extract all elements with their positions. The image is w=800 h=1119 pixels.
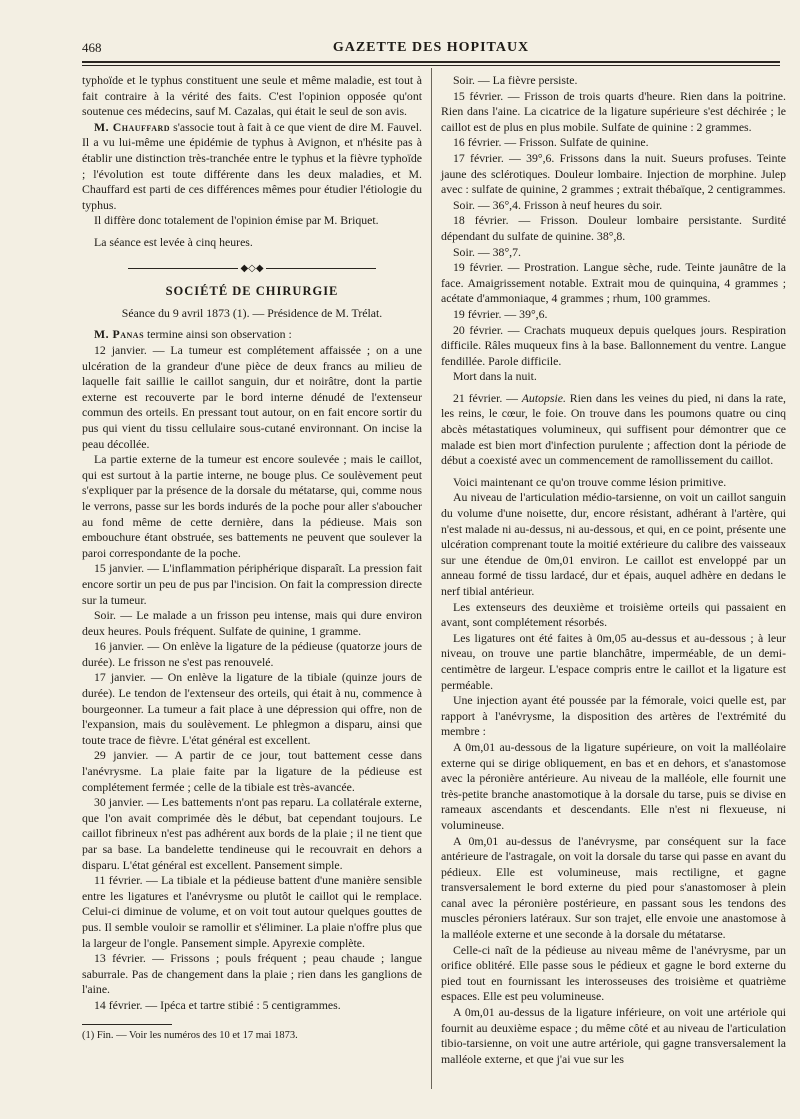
paragraph: 17 février. — 39°,6. Frissons dans la nuit. Sueurs profuses. Teinte jaune des sclérotiques. Douleur lombaire. Injection de morphine. Julep avec : sulfate de quinine, 2 grammes ; extrait thébaïque, 2 centigrammes. bbox=[441, 150, 786, 197]
paragraph: 16 janvier. — On enlève la ligature de la pédieuse (quatorze jours de durée). Le frisson ne s'est pas renouvelé. bbox=[82, 639, 422, 669]
paragraph: 19 février. — 39°,6. bbox=[453, 306, 548, 321]
seance-line: Séance du 9 avril 1873 (1). — Présidence de M. Trélat. bbox=[121, 305, 383, 320]
left-column bbox=[82, 73, 422, 1042]
paragraph: 18 février. — Frisson. Douleur lombaire persistante. Surdité dépendant du sulfate de quinine. 38°,8. bbox=[441, 213, 786, 243]
paragraph: Celle-ci naît de la pédieuse au niveau même de l'anévrysme, par un orifice oblitéré. Elle passe sous le pédieux et gagne le bord externe du pied tout en fournissant les interosseuses des troisième et quatrième espaces. Elle est peu volumineuse. bbox=[441, 942, 786, 1004]
header-rule-thin bbox=[82, 65, 780, 66]
paragraph: Soir. — 38°,7. bbox=[453, 244, 521, 259]
paragraph: Il diffère donc totalement de l'opinion émise par M. Briquet. bbox=[94, 213, 379, 228]
header-rule bbox=[82, 61, 780, 63]
autopsy-date: 21 février. — bbox=[453, 390, 518, 405]
paragraph: 19 février. — Prostration. Langue sèche, rude. Teinte jaunâtre de la face. Amaigrissement notable. Extrait mou de quinquina, 4 grammes ; acétate d'ammoniaque, 4 grammes ; rhum, 100 grammes. bbox=[441, 260, 786, 306]
paragraph-text: termine ainsi son observation : bbox=[146, 327, 292, 342]
paragraph: La séance est levée à cinq heures. bbox=[94, 234, 253, 249]
paragraph: 17 janvier. — On enlève la ligature de la tibiale (quinze jours de durée). Le tendon de l'extenseur des orteils, qui était à nu, commence à bourgeonner. La tumeur a fait place à une dépression qui offre, non de l'expansion, mais du soulèvement. Le phlegmon a disparu, ainsi que toute trace de fièvre. L'état général est excellent. bbox=[82, 670, 422, 747]
paragraph: Soir. — La fièvre persiste. bbox=[453, 73, 578, 87]
journal-title: GAZETTE DES HOPITAUX bbox=[332, 40, 530, 55]
paragraph-text: s'associe tout à fait à ce que vient de dire M. Fauvel. Il a vu lui-même une épidémie de typhus à Avignon, et n'hésite pas à établir une distinction très-tranchée entre le typhus et la fièvre typhoïde ; l'évolution est toute différente dans les deux maladies, et M. Chauffard est parti de ces différences mêmes pour étudier l'étiologie du typhus. bbox=[82, 119, 422, 212]
section-title: SOCIÉTÉ DE CHIRURGIE bbox=[165, 284, 339, 299]
paragraph: 16 février. — Frisson. Sulfate de quinine. bbox=[453, 135, 649, 150]
paragraph: Les ligatures ont été faites à 0m,05 au-dessus et au-dessous ; à leur niveau, on trouve une partie blanchâtre, imperméable, de un demi-centimètre de largeur. L'espace compris entre le caillot et la ligature est perméable. bbox=[441, 630, 786, 692]
paragraph: 15 janvier. — L'inflammation périphérique disparaît. La pression fait encore sortir un peu de pus par l'incision. On fait la compression directe sur la tumeur. bbox=[82, 561, 422, 607]
paragraph: A 0m,01 au-dessus de l'anévrysme, par conséquent sur la face antérieure de l'astragale, on voit la dorsale du tarse qui passe en avant du pédieux. Elle est volumineuse, mais rectiligne, et gagne transversalement le bord externe du pied pour s'anastomoser à plein canal avec la péronière postérieure, en passant sous les tendons des muscles péroniers latéraux. Sur son trajet, elle envoie une anastomose à la malléole externe et une seconde à la dorsale du métatarse. bbox=[441, 833, 786, 942]
speaker-name: M. Chauffard bbox=[94, 119, 171, 134]
paragraph bbox=[441, 391, 786, 469]
footnote-rule bbox=[82, 1024, 172, 1025]
paragraph: Soir. — 36°,4. Frisson à neuf heures du soir. bbox=[453, 197, 663, 212]
paragraph: Voici maintenant ce qu'on trouve comme lésion primitive. bbox=[453, 474, 727, 489]
paragraph: 12 janvier. — La tumeur est complétement affaissée ; on a une ulcération de la grandeur d'une pièce de deux francs au milieu de laquelle fait saillie le caillot sanguin, dur et noirâtre, dont la partie externe est recouverte par le bord interne dénudé de l'extenseur commun des orteils. En pressant tout autour, on en fait encore sortir du pus qui vient du tissu cellulaire sous-cutané environnant. On incise la peau décollée. bbox=[82, 343, 422, 451]
paragraph: Une injection ayant été poussée par la fémorale, voici quelle est, par rapport à l'anévrysme, la disposition des artères de l'extrémité du membre : bbox=[441, 693, 786, 739]
paragraph: 14 février. — Ipéca et tartre stibié : 5 centigrammes. bbox=[94, 997, 341, 1012]
paragraph: 15 février. — Frisson de trois quarts d'heure. Rien dans la poitrine. Rien dans l'aine. La cicatrice de la ligature supérieure s'est déchirée ; le caillot est de plus en plus mobile. Sulfate de quinine : 2 grammes. bbox=[441, 88, 786, 134]
paragraph: Les extenseurs des deuxième et troisième orteils qui passaient en avant, sont complétement résorbés. bbox=[441, 599, 786, 630]
paragraph: 29 janvier. — A partir de ce jour, tout battement cesse dans l'anévrysme. La plaie faite par la ligature de la pédieuse est complétement fermée ; celle de la tibiale est très-avancée. bbox=[82, 748, 422, 794]
page-number: 468 bbox=[82, 40, 102, 55]
paragraph: Soir. — Le malade a un frisson peu intense, mais qui dure environ deux heures. Pouls fréquent. Sulfate de quinine, 1 gramme. bbox=[82, 608, 422, 638]
autopsy-label: Autopsie. bbox=[521, 390, 566, 405]
speaker-name: M. Panas bbox=[94, 327, 145, 342]
paragraph: Au niveau de l'articulation médio-tarsienne, on voit un caillot sanguin du volume d'une noisette, dur, encore résistant, adhérant à l'artère, qui n'est malade ni au-dessus, ni au-dessous, et qui, en ce point, présente une ulcération comprenant toute la moitié extérieure du calibre des vaisseaux sur une étendue de 0m,01 environ. Le caillot est enveloppé par un anneau formé de tissu lardacé, dur et épais, auquel adhère en dedans le nerf tibial antérieur. bbox=[441, 490, 786, 598]
section-ornament: ◆◇◆ bbox=[82, 261, 422, 277]
paragraph: 13 février. — Frissons ; pouls fréquent ; peau chaude ; langue saburrale. Pas de changement dans la plaie ; rien dans les ganglions de l'aine. bbox=[82, 951, 422, 997]
paragraph: A 0m,01 au-dessous de la ligature supérieure, on voit la malléolaire externe qui se dirige obliquement, en bas et en dehors, et s'anastomose avec la péronière antérieure. Au niveau de la malléole, elle fournit une très-petite branche anastomotique à la dorsale du tarse, puis se divise en rameaux ascendants et descendants. Elle n'est ni flexueuse, ni volumineuse. bbox=[441, 739, 786, 832]
paragraph: 20 février. — Crachats muqueux depuis quelques jours. Respiration difficile. Râles muqueux fins à la base. Ballonnement du ventre. Langue fendillée. Parole difficile. bbox=[441, 322, 786, 368]
footnote: (1) Fin. — Voir les numéros des 10 et 17 mai 1873. bbox=[82, 1029, 298, 1041]
page-header bbox=[82, 40, 780, 60]
paragraph: La partie externe de la tumeur est encore soulevée ; mais le caillot, qui est surtout à la partie interne, ne bouge plus. Ce soulèvement peut s'expliquer par la présence de la dorsale du métatarse, qui, comme nous le verrons, passe sur les bords indurés de la poche pour aller s'aboucher au fond même de cette dernière, dans la pédieuse. Mais son embouchure étant obstruée, ses battements ne peuvent que soulever la paroi correspondante de la poche. bbox=[82, 452, 422, 560]
paragraph: typhoïde et le typhus constituent une seule et même maladie, est tout à fait contraire à la vérité des faits. C'est l'opinion opposée qu'ont soutenue ces médecins, sauf M. Cazalas, qui était le seul de son avis. bbox=[82, 73, 422, 119]
paragraph-text: Rien dans les veines du pied, ni dans la rate, les reins, le cœur, le foie. On trouve dans les poumons quatre ou cinq abcès métastatiques volumineux, qui suffisent pour démontrer que ce malade est bien mort d'infection purulente ; affection dont la période de début a coexisté avec un commencement de ramollissement du caillot. bbox=[441, 390, 787, 468]
right-column bbox=[441, 73, 786, 1067]
paragraph: Mort dans la nuit. bbox=[453, 369, 537, 384]
paragraph: 30 janvier. — Les battements n'ont pas reparu. La collatérale externe, que l'on avait comprimée dès le début, bat cependant toujours. Le caillot fibrineux n'est pas adhérent aux bords de la plaie ; il ne tient que par sa base. La bandelette tendineuse qui le recouvrait en dehors a disparu. L'état général est excellent. Pansement simple. bbox=[82, 795, 422, 872]
paragraph: A 0m,01 au-dessus de la ligature inférieure, on voit une artériole qui fournit au deuxième espace ; du même côté et au niveau de l'articulation tibio-tarsienne, on voit une autre artériole, qui gagne transversalement la malléole externe, et que j'ai vue sur les bbox=[441, 1005, 786, 1066]
column-divider bbox=[431, 68, 432, 1089]
paragraph: 11 février. — La tibiale et la pédieuse battent d'une manière sensible entre les ligatures et l'anévrysme ou plutôt le caillot qui le remplace. Celui-ci diminue de volume, et on voit tout autour quelques gouttes de pus. Il semble vouloir se ramollir et s'éliminer. La plaie n'offre plus que la largeur de l'ongle. Pansement simple. Apyrexie complète. bbox=[82, 873, 422, 950]
paragraph bbox=[82, 120, 422, 214]
paragraph bbox=[82, 327, 422, 343]
